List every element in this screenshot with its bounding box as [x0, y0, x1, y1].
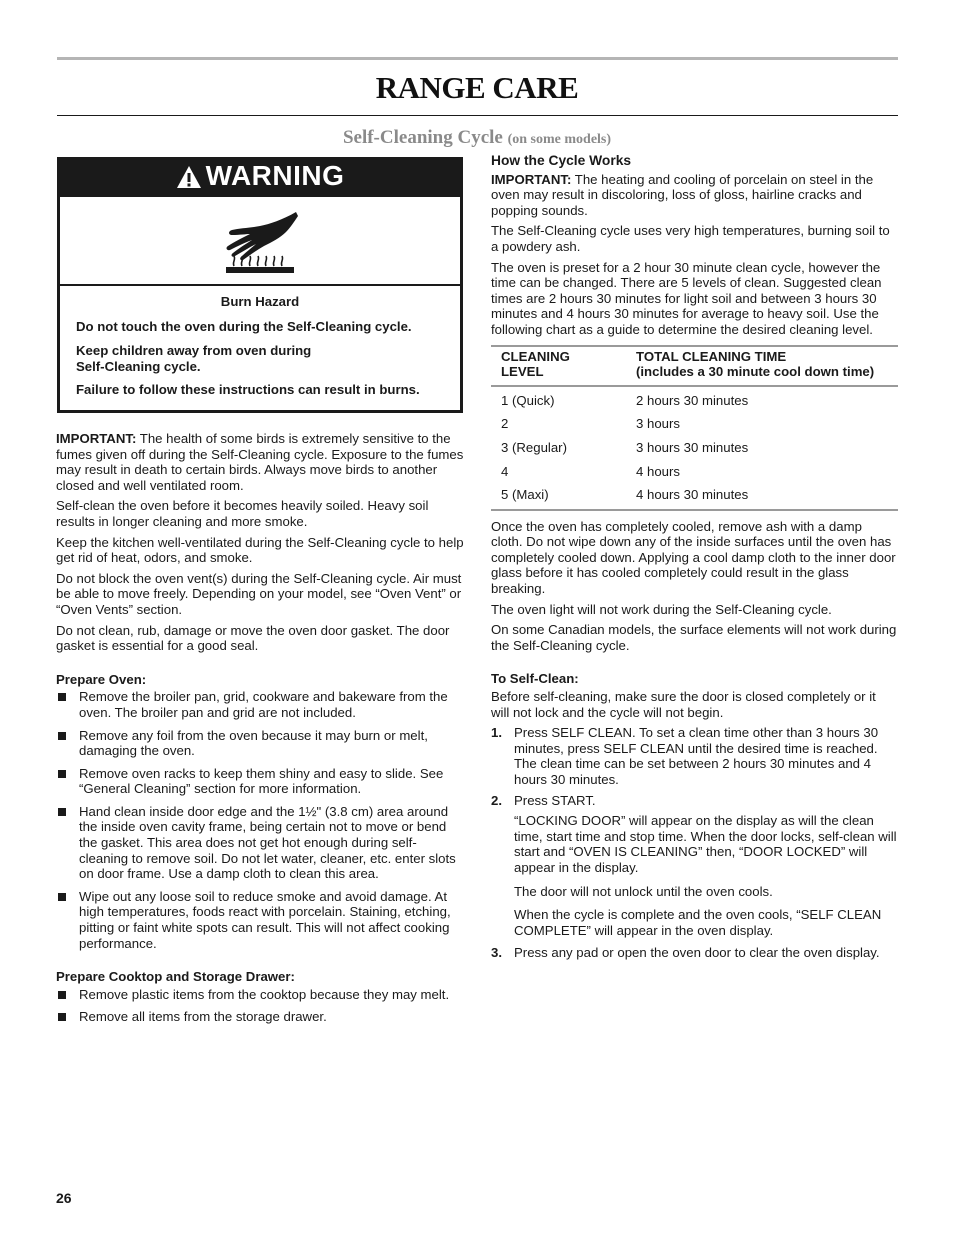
- hot-surface-hand-icon: [60, 195, 460, 286]
- step-item: [491, 945, 897, 961]
- paragraph: Keep the kitchen well-ventilated during the Self-Cleaning cycle to help get rid of heat, odors, and smoke.: [56, 534, 464, 566]
- cell-time: 3 hours 30 minutes: [636, 439, 749, 455]
- hazard-title: Burn Hazard: [220, 294, 300, 309]
- paragraph: Before self-cleaning, make sure the door is closed completely or it will not lock and the cycle will not begin.: [491, 689, 876, 720]
- step-subtext: “LOCKING DOOR” will appear on the display as will the clean time, start time and stop time. When the door locks, self-clean will start and “OVEN IS CLEANING” then, “DOOR LOCKED” will appear in the display.: [514, 813, 897, 875]
- step-number: 1.: [491, 725, 502, 741]
- paragraph: Self-clean the oven before it becomes heavily soiled. Heavy soil results in longer cleaning and more smoke.: [56, 498, 429, 529]
- table-row: [491, 412, 898, 436]
- table-row: [491, 386, 898, 413]
- step-number: 3.: [491, 945, 502, 961]
- table-header-row: [491, 346, 898, 386]
- table-row: [491, 460, 898, 484]
- important-text: The heating and cooling of porcelain on steel in the oven may result in discoloring, loss of gloss, hairline cracks and popping sounds.: [491, 171, 874, 218]
- important-text: The health of some birds is extremely sensitive to the fumes given off during the Self-Cleaning cycle. Exposure to the fumes may result in death to certain birds. Always move birds to another closed and well ventilated room.: [56, 431, 464, 493]
- important-bird-paragraph: [56, 431, 464, 493]
- to-self-clean-heading: To Self-Clean:: [491, 671, 579, 687]
- prepare-oven-heading: Prepare Oven:: [56, 671, 147, 687]
- list-item: Remove plastic items from the cooktop because they may melt.: [56, 987, 464, 1003]
- cell-time: 3 hours: [636, 416, 680, 432]
- important-label: IMPORTANT:: [56, 431, 137, 446]
- col-header-text: LEVEL: [501, 364, 544, 380]
- right-column: [491, 153, 897, 961]
- cell-time: 4 hours: [636, 463, 680, 479]
- prepare-cooktop-heading: Prepare Cooktop and Storage Drawer:: [56, 969, 295, 985]
- section-title: [0, 127, 954, 149]
- page-title: RANGE CARE: [375, 70, 579, 105]
- paragraph: The oven light will not work during the Self-Cleaning cycle.: [491, 601, 832, 617]
- warning-line: Do not touch the oven during the Self-Cleaning cycle.: [76, 318, 412, 334]
- list-item: Remove the broiler pan, grid, cookware and bakeware from the oven. The broiler pan and grid are not included.: [56, 689, 464, 720]
- important-porcelain-paragraph: [491, 172, 897, 219]
- paragraph: Once the oven has completely cooled, remove ash with a damp cloth. Do not wipe down any of the inside surfaces until the oven has completely cooled down. Applying a cool damp cloth to the inner door glass before it has cooled completely could result in the glass breaking.: [491, 518, 896, 597]
- cell-level: 1 (Quick): [501, 392, 555, 408]
- warning-line: [76, 343, 444, 359]
- cell-level: 5 (Maxi): [501, 487, 549, 503]
- step-text: Press SELF CLEAN. To set a clean time other than 3 hours 30 minutes, press SELF CLEAN until the desired time is reached. The clean time can be set between 2 hours 30 minutes and 4 hours 30 minutes.: [514, 725, 879, 787]
- list-item: Hand clean inside door edge and the 1½" (3.8 cm) area around the inside oven cavity frame, being certain not to move or bend the gasket. This area does not get hot enough during self-cleaning to remove soil. Do not let water, cleaner, etc. enter slots on door frame. Use a damp cloth to clean this area.: [56, 804, 464, 882]
- step-item: [491, 725, 897, 787]
- list-item: Wipe out any loose soil to reduce smoke and avoid damage. At high temperatures, foods react with porcelain. Staining, etching, pitting or faint white spots can result. This will not affect cooking performance.: [56, 889, 464, 951]
- paragraph: Do not clean, rub, damage or move the oven door gasket. The door gasket is essential for a good seal.: [56, 622, 450, 654]
- cell-level: 3 (Regular): [501, 439, 567, 455]
- page-number: 26: [56, 1190, 72, 1206]
- paragraph: Do not block the oven vent(s) during the Self-Cleaning cycle. Air must be able to move freely. Depending on your model, see “Oven Vent” or “Oven Vents” section.: [56, 570, 462, 617]
- list-item: Remove all items from the storage drawer.: [56, 1009, 464, 1025]
- step-text: Press START.: [514, 792, 596, 808]
- warning-line: Failure to follow these instructions can result in burns.: [76, 382, 420, 398]
- step-number: 2.: [491, 792, 502, 808]
- step-item: [491, 793, 897, 939]
- step-subtext: The door will not unlock until the oven cools.: [514, 883, 773, 899]
- table-row: [491, 436, 898, 460]
- how-cycle-works-heading: How the Cycle Works: [491, 153, 632, 168]
- cleaning-level-table: [491, 345, 898, 511]
- warning-box: [57, 157, 463, 413]
- list-item: Remove oven racks to keep them shiny and easy to slide. See “General Cleaning” section for more information.: [56, 766, 464, 797]
- col-header-text: TOTAL CLEANING TIME: [636, 348, 787, 364]
- paragraph: The Self-Cleaning cycle uses very high temperatures, burning soil to a powdery ash.: [491, 223, 890, 254]
- important-label: IMPORTANT:: [491, 171, 572, 187]
- cell-time: 2 hours 30 minutes: [636, 392, 749, 408]
- paragraph: On some Canadian models, the surface elements will not work during the Self-Cleaning cycle.: [491, 622, 897, 653]
- warning-label: WARNING: [205, 160, 345, 191]
- list-item: Remove any foil from the oven because it may burn or melt, damaging the oven.: [56, 728, 464, 759]
- col-header-time: [626, 346, 898, 386]
- section-title-text: Self-Cleaning Cycle: [342, 127, 503, 148]
- top-rule: [57, 57, 898, 60]
- col-header-level: [491, 346, 626, 386]
- warning-line: Self-Cleaning cycle.: [76, 358, 201, 374]
- warning-body: [57, 195, 463, 413]
- cell-level: 4: [501, 463, 509, 479]
- left-column: [56, 431, 464, 1025]
- step-text: Press any pad or open the oven door to clear the oven display.: [514, 945, 880, 961]
- cell-time: 4 hours 30 minutes: [636, 487, 749, 503]
- paragraph: The oven is preset for a 2 hour 30 minute clean cycle, however the time can be changed. There are 5 levels of clean. Suggested clean times are 2 hours 30 minutes for light soil and between 3 hours 30 minutes and 4 hours 30 minutes for average to heavy soil. Use the following chart as a guide to determine the desired cleaning level.: [491, 259, 882, 337]
- cell-level: 2: [501, 416, 509, 432]
- step-subtext: When the cycle is complete and the oven cools, “SELF CLEAN COMPLETE” will appear in the oven display.: [514, 907, 882, 938]
- section-title-note: (on some models): [507, 132, 612, 147]
- col-header-text: CLEANING: [501, 348, 570, 364]
- warning-line-part: Keep children away from oven during: [76, 343, 312, 359]
- warning-text: [60, 286, 460, 398]
- warning-header: [57, 157, 463, 195]
- col-header-text: (includes a 30 minute cool down time): [636, 364, 875, 380]
- table-row: [491, 483, 898, 510]
- title-rule: [57, 115, 898, 116]
- warning-triangle-icon: [176, 164, 202, 188]
